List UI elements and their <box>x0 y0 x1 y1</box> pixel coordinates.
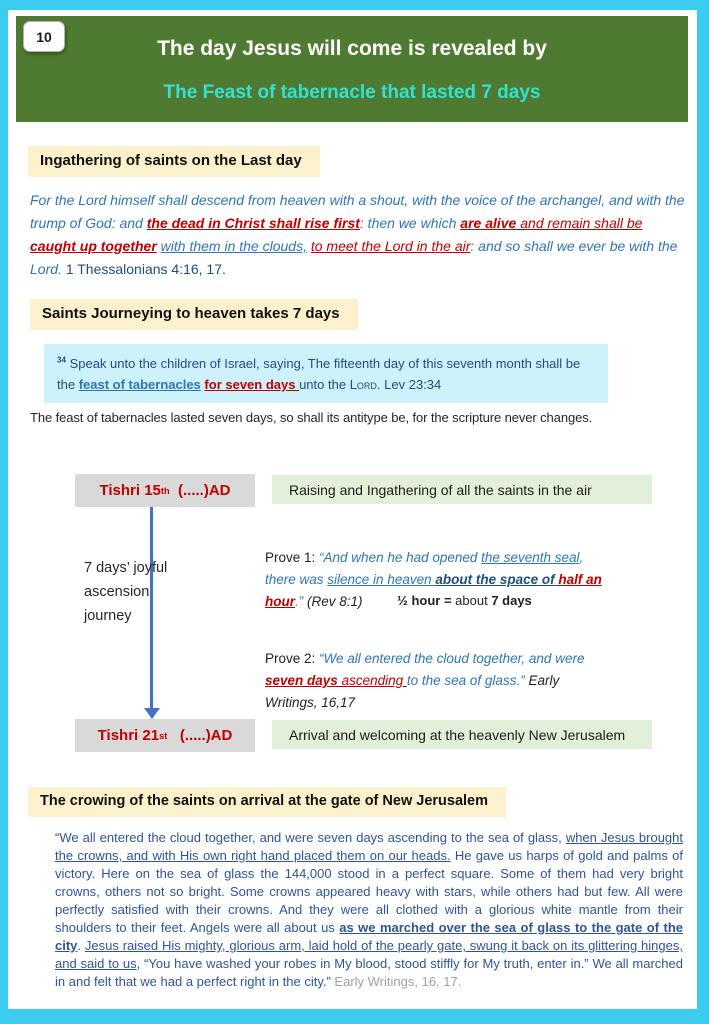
scripture-1-thessalonians: For the Lord himself shall descend from heaven with a shout, with the voice of the archangel, and with the trump of God: and the dead in Christ shall rise first: then we which are alive and remain shall be caught up together with them in the clouds, to meet the Lord in the air: and so shall we ever be with the Lord. 1 Thessalonians 4:16, 17. <box>30 192 685 277</box>
page-title: The day Jesus will come is revealed by <box>157 37 547 60</box>
page-subtitle: The Feast of tabernacle that lasted 7 days <box>163 82 541 103</box>
timeline-event-end-label: Arrival and welcoming at the heavenly New Jerusalem <box>289 726 626 743</box>
section-heading-journeying: Saints Journeying to heaven takes 7 days <box>30 299 358 330</box>
prove-2-text: Prove 2: “We all entered the cloud together, and were seven days ascending to the sea of glass.” Early Writings, 16,17 <box>265 651 585 710</box>
scripture-leviticus-box: $^{34}$ Speak unto the children of Israel, saying, The fifteenth day of this seventh month shall be the feast of tabernacles for seven days unto the Lord. Lev 23:34 <box>44 344 608 403</box>
section-heading-crowning: The crowing of the saints on arrival at the gate of New Jerusalem <box>28 787 506 817</box>
timeline-date-start: Tishri 15 th (.....)AD <box>75 474 255 507</box>
prove-1-text: Prove 1: “And when he had opened the seventh seal, there was silence in heaven about the space of half an hour.” (Rev 8:1) <box>265 550 602 609</box>
timeline-date-end: Tishri 21 st (.....)AD <box>75 719 255 752</box>
half-hour-note: ½ hour = about 7 days <box>397 593 532 608</box>
journey-duration-label: 7 days’ joyful ascension journey <box>84 560 168 624</box>
early-writings-quote: “We all entered the cloud together, and were seven days ascending to the sea of glass, when Jesus brought the crowns, and with His own right hand placed them on our heads. He gave us harps of gold and palms of victory. Here on the sea of glass the 144,000 stood in a perfect square. Some of them had very bright crowns, others not so bright. Some crowns appeared heavy with stars, while others had but few. All were perfectly satisfied with their crowns. And they were all clothed with a glorious white mantle from their shoulders to their feet. Angels were all about us as we marched over the sea of glass to the gate of the city. Jesus raised His mighty, glorious arm, laid hold of the pearly gate, swung it back on its glittering hinges, and said to us, “You have washed your robes in My blood, stood stiffly for My truth, enter in.” We all marched in and felt that we had a perfect right in the city.” Early Writings, 16, 17. <box>55 830 683 989</box>
section-heading-ingathering: Ingathering of saints on the Last day <box>28 146 320 177</box>
arrow-down-icon <box>144 708 160 719</box>
header-band <box>16 16 688 122</box>
page-number: 10 <box>36 28 52 45</box>
antitype-note: The feast of tabernacles lasted seven days, so shall its antitype be, for the scripture never changes. <box>30 410 593 425</box>
timeline-event-start-label: Raising and Ingathering of all the saints in the air <box>289 481 592 498</box>
timeline-event-end <box>272 720 652 749</box>
timeline-event-start <box>272 475 652 504</box>
